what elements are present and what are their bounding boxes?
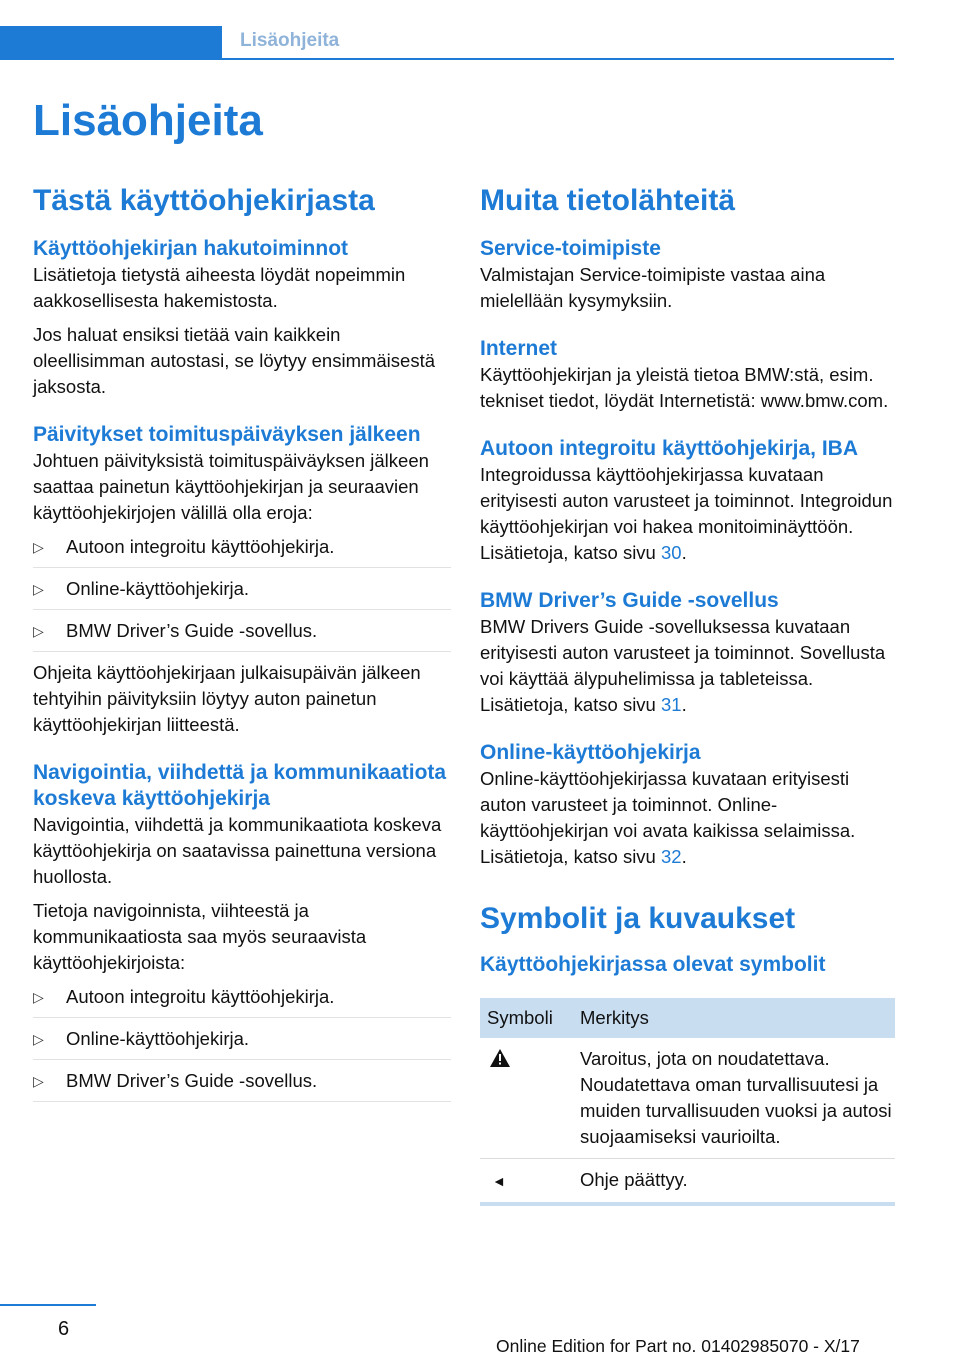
drivers-guide-section	[480, 588, 896, 718]
iba-section	[480, 436, 896, 566]
list-item: ▷ BMW Driver’s Guide -sovellus.	[33, 618, 451, 652]
list-item: ▷ Autoon integroitu käyttöohjekirja.	[33, 984, 451, 1018]
table-header-row	[480, 998, 895, 1038]
paragraph: Käyttöohjekirjan ja yleistä tietoa BMW:stä, esim. tekniset tiedot, löydät Internetistä: www.bmw.com.	[480, 364, 889, 411]
page-link-31[interactable]: 31	[660, 694, 682, 715]
section-heading: Navigointia, viihdettä ja kommunikaatiota koskeva käyttöohjekirja	[33, 761, 447, 810]
warning-triangle-icon	[490, 1049, 510, 1067]
header-section-title: Lisäohjeita	[240, 30, 340, 51]
paragraph: Tietoja navigoinnista, viihteestä ja kommunikaatiosta saa myös seuraavista käyttöohjekirjoista:	[33, 900, 367, 973]
symbols-table	[480, 998, 895, 1206]
section-heading: BMW Driver’s Guide -sovellus	[480, 589, 779, 612]
left-column	[33, 182, 451, 1110]
search-functions-section	[33, 236, 451, 400]
paragraph: Navigointia, viihdettä ja kommunikaatiota koskeva käyttöohjekirja on saatavissa painettuna versiona huollosta.	[33, 814, 442, 887]
paragraph: Johtuen päivityksistä toimituspäiväyksen jälkeen saattaa painetun käyttöohjekirjan ja seuraavien käyttöohjekirjojen välillä olla eroja:	[33, 450, 429, 523]
section-heading: Online-käyttöohjekirja	[480, 741, 701, 764]
table-cell: Varoitus, jota on noudatettava. Noudatettava oman turvallisuutesi ja muiden turvallisuuden vuoksi ja autosi suojaamiseksi vaurioilta.	[573, 1038, 895, 1159]
page-link-32[interactable]: 32	[660, 846, 682, 867]
section-heading: Autoon integroitu käyttöohjekirja, IBA	[480, 437, 859, 460]
section-heading: Käyttöohjekirjan hakutoiminnot	[33, 237, 349, 260]
updates-section	[33, 422, 451, 738]
navigation-manual-section	[33, 760, 451, 1102]
page-link-30[interactable]: 30	[660, 542, 682, 563]
service-section	[480, 236, 896, 314]
triangle-bullet-icon: ▷	[33, 1073, 44, 1089]
triangle-bullet-icon: ▷	[33, 989, 44, 1005]
edition-note: Online Edition for Part no. 01402985070 - X/17	[496, 1336, 860, 1356]
page-number: 6	[58, 1318, 70, 1340]
triangle-bullet-icon: ▷	[33, 581, 44, 597]
section-heading: Service-toimipiste	[480, 237, 661, 260]
column-header-meaning: Merkitys	[573, 998, 895, 1038]
column-header-symbol: Symboli	[480, 998, 573, 1038]
table-cell: Ohje päättyy.	[573, 1159, 895, 1205]
list-item: ▷ BMW Driver’s Guide -sovellus.	[33, 1068, 451, 1102]
triangle-bullet-icon: ▷	[33, 623, 44, 639]
bullet-list	[33, 534, 451, 652]
section-heading: Päivitykset toimituspäiväyksen jälkeen	[33, 423, 421, 446]
right-column	[480, 182, 896, 1206]
header-bar	[0, 26, 222, 60]
symbols-section-title: Symbolit ja kuvaukset	[480, 902, 796, 935]
triangle-bullet-icon: ▷	[33, 539, 44, 555]
bullet-list	[33, 984, 451, 1102]
page-title: Lisäohjeita	[33, 96, 263, 145]
internet-section	[480, 336, 896, 414]
paragraph: Online-käyttöohjekirjassa kuvataan erityisesti auton varusteet ja toiminnot. Online-käyttöohjekirjan voi avata kaikissa selaimissa. Lisätietoja, katso sivu 32.	[480, 768, 856, 867]
online-manual-section	[480, 740, 896, 870]
paragraph: Valmistajan Service-toimipiste vastaa aina mielellään kysymyksiin.	[480, 264, 826, 311]
paragraph: Jos haluat ensiksi tietää vain kaikkein oleellisimman autostasi, se löytyy ensimmäisestä jaksosta.	[33, 324, 436, 397]
list-item: ▷ Online-käyttöohjekirja.	[33, 1026, 451, 1060]
footer-rule	[0, 1304, 96, 1306]
list-item: ▷ Autoon integroitu käyttöohjekirja.	[33, 534, 451, 568]
header-rule	[222, 58, 894, 60]
section-heading: Käyttöohjekirjassa olevat symbolit	[480, 953, 826, 976]
section-heading: Internet	[480, 337, 558, 360]
paragraph: Ohjeita käyttöohjekirjaan julkaisupäivän jälkeen tehtyihin päivityksiin löytyy auton painetun käyttöohjekirjan liitteestä.	[33, 662, 421, 735]
table-row	[480, 1159, 895, 1205]
list-item: ▷ Online-käyttöohjekirja.	[33, 576, 451, 610]
table-row	[480, 1038, 895, 1159]
symbols-subsection	[480, 952, 896, 1206]
left-section-title: Tästä käyttöohjekirjasta	[33, 184, 375, 217]
right-section-title: Muita tietolähteitä	[480, 184, 736, 217]
triangle-bullet-icon: ▷	[33, 1031, 44, 1047]
paragraph: BMW Drivers Guide -sovelluksessa kuvataan erityisesti auton varusteet ja toiminnot. Sovellusta voi käyttää älypuhelimissa ja tableteissa. Lisätietoja, katso sivu 31.	[480, 616, 886, 715]
end-marker-icon: ◄	[492, 1173, 506, 1189]
paragraph: Lisätietoja tietystä aiheesta löydät nopeimmin aakkosellisesta hakemistosta.	[33, 264, 406, 311]
paragraph: Integroidussa käyttöohjekirjassa kuvataan erityisesti auton varusteet ja toiminnot. Integroidun käyttöohjekirjan voi hakea monitoiminäyttöön. Lisätietoja, katso sivu 30.	[480, 464, 893, 563]
